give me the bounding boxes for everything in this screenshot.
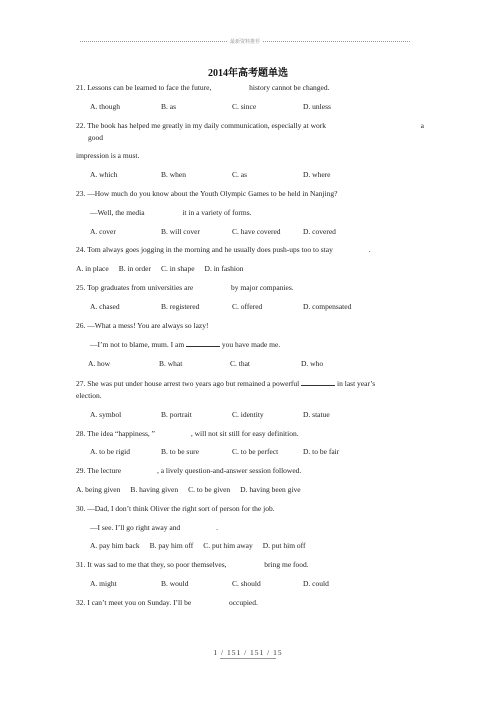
question-24-options <box>76 263 424 274</box>
question-26-options <box>76 358 424 369</box>
option-b: B. when <box>161 170 186 180</box>
option-b: B. having given <box>130 484 179 494</box>
option-c: C. to be perfect <box>232 447 279 457</box>
question-23-options <box>76 226 424 237</box>
option-c: C. since <box>232 101 257 111</box>
option-d: D. to be fair <box>303 447 340 457</box>
option-d: D. having been give <box>240 484 301 494</box>
question-21-stem: 21. Lessons can be learned to face the future, history cannot be changed. <box>76 83 330 92</box>
option-a: A. chased <box>90 301 120 311</box>
option-a: A. might <box>90 578 117 588</box>
option-b: B. pay him off <box>149 541 194 551</box>
question-25-options <box>76 301 424 312</box>
header-dots-left <box>80 41 227 42</box>
question-27-stem: 27. She was put under house arrest two years ago but remained a powerful in last year’s <box>76 378 376 388</box>
question-22-options <box>76 169 424 180</box>
question-27-stem-end: election. <box>76 390 102 400</box>
option-a: A. in place <box>76 264 109 274</box>
question-30-options <box>76 540 424 551</box>
option-c: C. to be given <box>188 484 231 494</box>
option-d: D. put him off <box>262 541 306 551</box>
option-c: C. offered <box>232 301 263 311</box>
question-21-options <box>76 101 424 112</box>
question-25-stem: 25. Top graduates from universities are by major companies. <box>76 282 294 292</box>
option-c: C. in shape <box>161 264 195 274</box>
question-29-options <box>76 484 424 495</box>
option-d: D. covered <box>303 226 336 236</box>
answer-blank <box>186 338 220 347</box>
header-dots-right <box>263 41 410 42</box>
question-30-stem: 30. —Dad, I don’t think Oliver the right sort of person for the job. <box>76 503 275 513</box>
question-30-reply: —I see. I’ll go right away and . <box>90 522 218 532</box>
option-a: A. how <box>88 359 111 369</box>
question-27-options <box>76 409 424 420</box>
page-number: 1 / 151 / 151 / 15 <box>213 648 283 657</box>
option-b: B. portrait <box>161 409 192 419</box>
option-d: D. could <box>303 578 329 588</box>
option-a: A. symbol <box>90 409 122 419</box>
question-23-stem: 23. —How much do you know about the Youth Olympic Games to be held in Nanjing? <box>76 188 338 198</box>
option-d: D. who <box>301 359 324 369</box>
question-32-stem: 32. I can’t meet you on Sunday. I’ll be occupied. <box>76 597 258 607</box>
header-text: 最新资料推荐 <box>230 40 261 45</box>
option-a: A. though <box>90 101 120 111</box>
question-22-stem-end: impression is a must. <box>76 151 140 161</box>
page-header <box>80 38 410 45</box>
footer-divider <box>220 658 276 659</box>
question-22-stem: 22. The book has helped me greatly in my daily communication, especially at work a <box>76 120 424 130</box>
option-b: B. what <box>159 359 183 369</box>
question-29-stem: 29. The lecture , a lively question-and-answer session followed. <box>76 466 302 476</box>
question-23-reply: —Well, the media it in a variety of forms. <box>90 207 252 217</box>
option-b: B. would <box>161 578 189 588</box>
option-d: D. in fashion <box>204 264 244 274</box>
option-d: D. where <box>303 170 331 180</box>
option-a: A. cover <box>90 226 116 236</box>
option-c: C. as <box>232 170 247 180</box>
option-c: C. should <box>232 578 261 588</box>
option-a: A. which <box>90 170 118 180</box>
option-d: D. compensated <box>303 301 352 311</box>
option-c: C. have covered <box>232 226 281 236</box>
option-c: C. put him away <box>203 541 253 551</box>
option-a: A. being given <box>76 484 121 494</box>
option-c: C. that <box>230 359 250 369</box>
option-b: B. registered <box>161 301 200 311</box>
question-31-stem: 31. It was sad to me that they, so poor themselves, bring me food. <box>76 560 309 570</box>
option-d: D. statue <box>303 409 330 419</box>
option-b: B. will cover <box>161 226 200 236</box>
option-b: B. in order <box>118 264 151 274</box>
answer-blank <box>301 377 335 386</box>
question-26-reply: —I’m not to blame, mum. I am you have made me. <box>90 340 281 350</box>
option-b: B. as <box>161 101 176 111</box>
option-d: D. unless <box>303 101 331 111</box>
question-31-options <box>76 578 424 589</box>
option-c: C. identity <box>232 409 264 419</box>
option-b: B. to be sure <box>161 447 199 457</box>
question-26-stem: 26. —What a mess! You are always so lazy! <box>76 320 209 330</box>
page-title: 2014年高考题单选 <box>208 68 288 79</box>
question-24-stem: 24. Tom always goes jogging in the morning and he usually does push-ups too to stay . <box>76 245 371 255</box>
question-28-options <box>76 446 424 457</box>
option-a: A. pay him back <box>90 541 140 551</box>
question-22-stem-cont: good <box>88 132 103 142</box>
question-28-stem: 28. The idea “happiness, ” , will not sit still for easy definition. <box>76 428 299 438</box>
question-list <box>76 82 424 616</box>
option-a: A. to be rigid <box>90 447 130 457</box>
